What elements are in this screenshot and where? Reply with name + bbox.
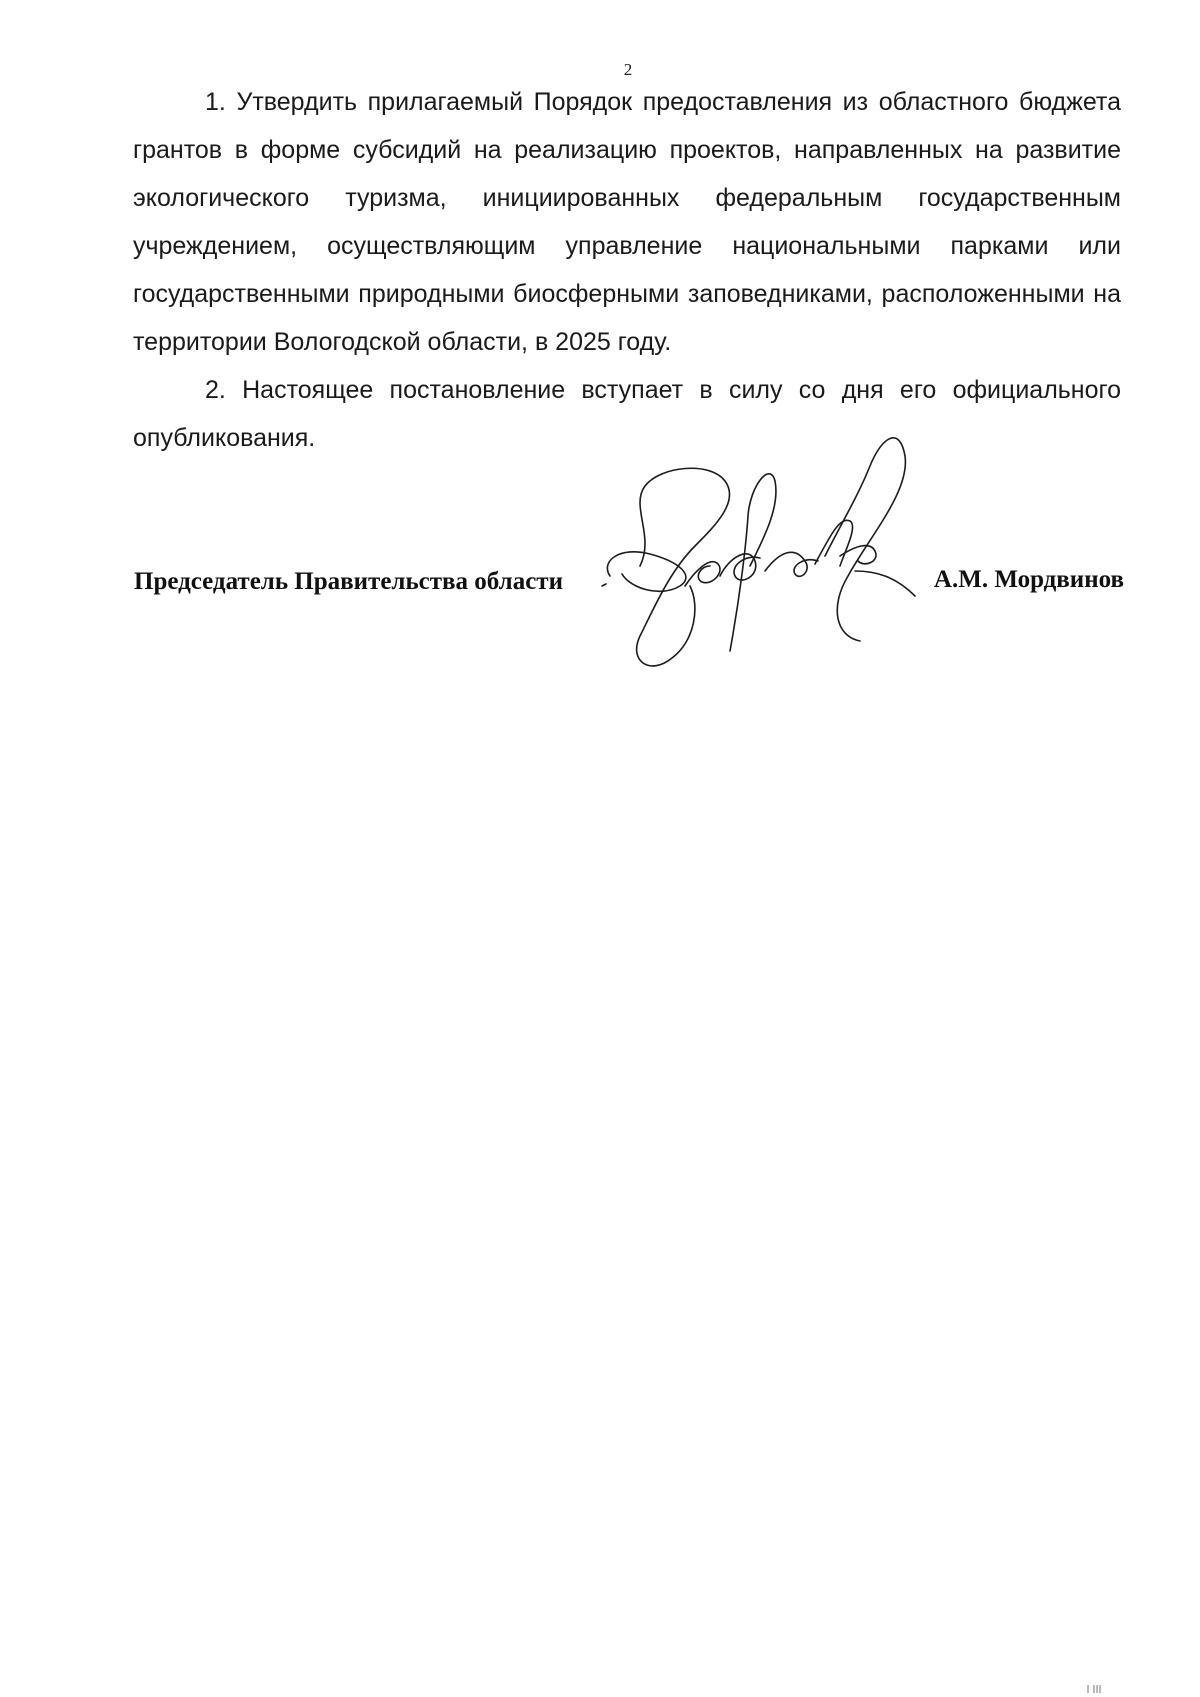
handwritten-signature-icon <box>600 436 920 696</box>
scan-artifact-icon <box>1086 1685 1116 1693</box>
signatory-title: Председатель Правительства области <box>134 568 563 595</box>
document-body <box>133 78 1121 462</box>
page-number: 2 <box>623 60 633 79</box>
paragraph-2: 2. Настоящее постановление вступает в силу со дня его официального опубликования. <box>133 376 1121 452</box>
signatory-name: А.М. Мордвинов <box>933 566 1124 593</box>
paragraph-1: 1. Утвердить прилагаемый Порядок предоставления из областного бюджета грантов в форме субсидий на реализацию проектов, направленных на развитие экологического туризма, инициированных федеральным государственным учреждением, осуществляющим управление национальными парками или государственными природными биосферными заповедниками, расположенными на территории Вологодской области, в 2025 году. <box>133 88 1121 356</box>
